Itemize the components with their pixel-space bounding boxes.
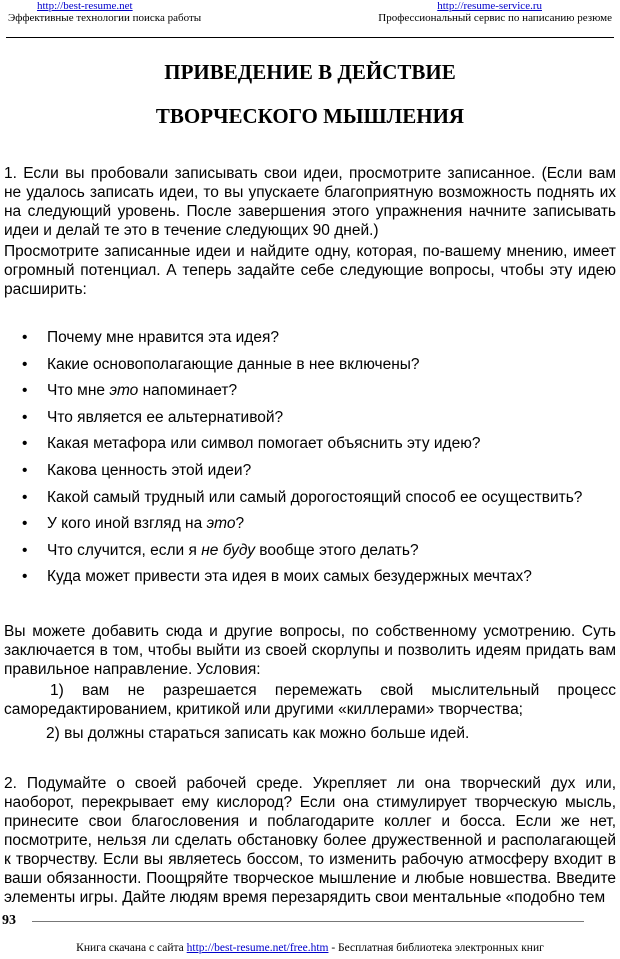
header-right-link[interactable]: http://resume-service.ru: [437, 0, 542, 12]
question-item: [0, 514, 620, 541]
bullet-dot: •: [22, 408, 28, 426]
question-text: Что является ее альтернативой?: [47, 408, 284, 426]
question-item: [0, 567, 620, 594]
condition-1: 1) вам не разрешается перемежать свой мыслительный процесс саморедактированием, критикой или другими «киллерами» творчества;: [4, 682, 616, 718]
question-item: [0, 488, 620, 515]
footer-note: [0, 941, 620, 955]
footer-suffix: - Бесплатная библиотека электронных книг: [328, 942, 544, 954]
condition-2: 2) вы должны стараться записать как можно больше идей.: [46, 725, 470, 742]
bullet-dot: •: [22, 568, 28, 586]
question-text: Куда может привести эта идея в моих самых безудержных мечтах?: [47, 568, 532, 586]
bullet-dot: •: [22, 435, 28, 453]
header-left-caption: Эффективные технологии поиска работы: [8, 12, 202, 24]
footer-prefix: Книга скачана с сайта: [76, 942, 187, 954]
question-text-end: напоминает?: [138, 382, 238, 400]
question-item: [0, 434, 620, 461]
question-item: [0, 541, 620, 568]
bullet-dot: •: [22, 461, 28, 479]
page-number: 93: [2, 913, 16, 928]
question-emphasis: это: [109, 382, 139, 400]
question-item: [0, 355, 620, 382]
question-emphasis: это: [206, 515, 236, 533]
paragraph-2: Просмотрите записанные идеи и найдите одну, которая, по-вашему мнению, имеет огромный потенциал. А теперь задайте себе следующие вопросы, чтобы эту идею расширить:: [4, 243, 616, 298]
question-item: [0, 461, 620, 488]
bullet-dot: •: [22, 329, 28, 346]
question-text: У кого иной взгляд на: [47, 515, 207, 533]
footer-divider: [32, 921, 584, 922]
chapter-title-line-2: ТВОРЧЕСКОГО МЫШЛЕНИЯ: [155, 104, 465, 128]
question-text: Что мне: [47, 382, 110, 400]
question-text-end: ?: [235, 515, 245, 533]
header-divider: [6, 37, 614, 38]
paragraph-3: Вы можете добавить сюда и другие вопросы, по собственному усмотрению. Суть заключается в том, чтобы выйти из своей скорлупы и позволить идеям придать вам правильное направление. Условия:: [4, 623, 616, 678]
bullet-dot: •: [22, 515, 28, 533]
paragraph-1: 1. Если вы пробовали записывать свои идеи, просмотрите записанное. (Если вам не удалось записать идеи, то вы упускаете благоприятную возможность поднять их на следующий уровень. После завершения этого упражнения начните записывать идеи и делай те это в течение следующих 90 дней.): [4, 165, 616, 239]
question-item: [0, 328, 620, 355]
header-left-link[interactable]: http://best-resume.net: [37, 0, 133, 12]
question-item: [0, 408, 620, 435]
bullet-dot: •: [22, 355, 28, 373]
chapter-title-line-1: ПРИВЕДЕНИЕ В ДЕЙСТВИЕ: [164, 60, 456, 84]
question-text-end: вообще этого делать?: [254, 541, 419, 559]
bullet-dot: •: [22, 541, 28, 559]
question-emphasis: не буду: [201, 541, 255, 559]
bullet-dot: •: [22, 488, 28, 506]
question-text: Какая метафора или символ помогает объяснить эту идею?: [47, 435, 481, 453]
question-text: Какие основополагающие данные в нее включены?: [47, 355, 420, 373]
question-text: Почему мне нравится эта идея?: [47, 329, 279, 346]
question-text: Какова ценность этой идеи?: [47, 461, 252, 479]
footer-link[interactable]: http://best-resume.net/free.htm: [186, 942, 329, 954]
question-text: Что случится, если я: [47, 541, 202, 559]
header-right-caption: Профессиональный сервис по написанию резюме: [378, 12, 612, 24]
bullet-dot: •: [22, 382, 28, 400]
paragraph-4: 2. Подумайте о своей рабочей среде. Укрепляет ли она творческий дух или, наоборот, перекрывает ему кислород? Если она стимулирует творческую мысль, принесите свои благословения и поблагодарите коллег и босса. Если же нет, посмотрите, нельзя ли сделать обстановку более дружественной и располагающей к творчеству. Если вы являетесь боссом, то изменить рабочую атмосферу входит в ваши обязанности. Поощряйте творческое мышление и любые новшества. Введите элементы игры. Дайте людям время перезарядить свои ментальные «подобно тем: [4, 775, 616, 906]
question-item: [0, 381, 620, 408]
question-list: [0, 328, 620, 594]
question-text: Какой самый трудный или самый дорогостоящий способ ее осуществить?: [47, 488, 583, 506]
